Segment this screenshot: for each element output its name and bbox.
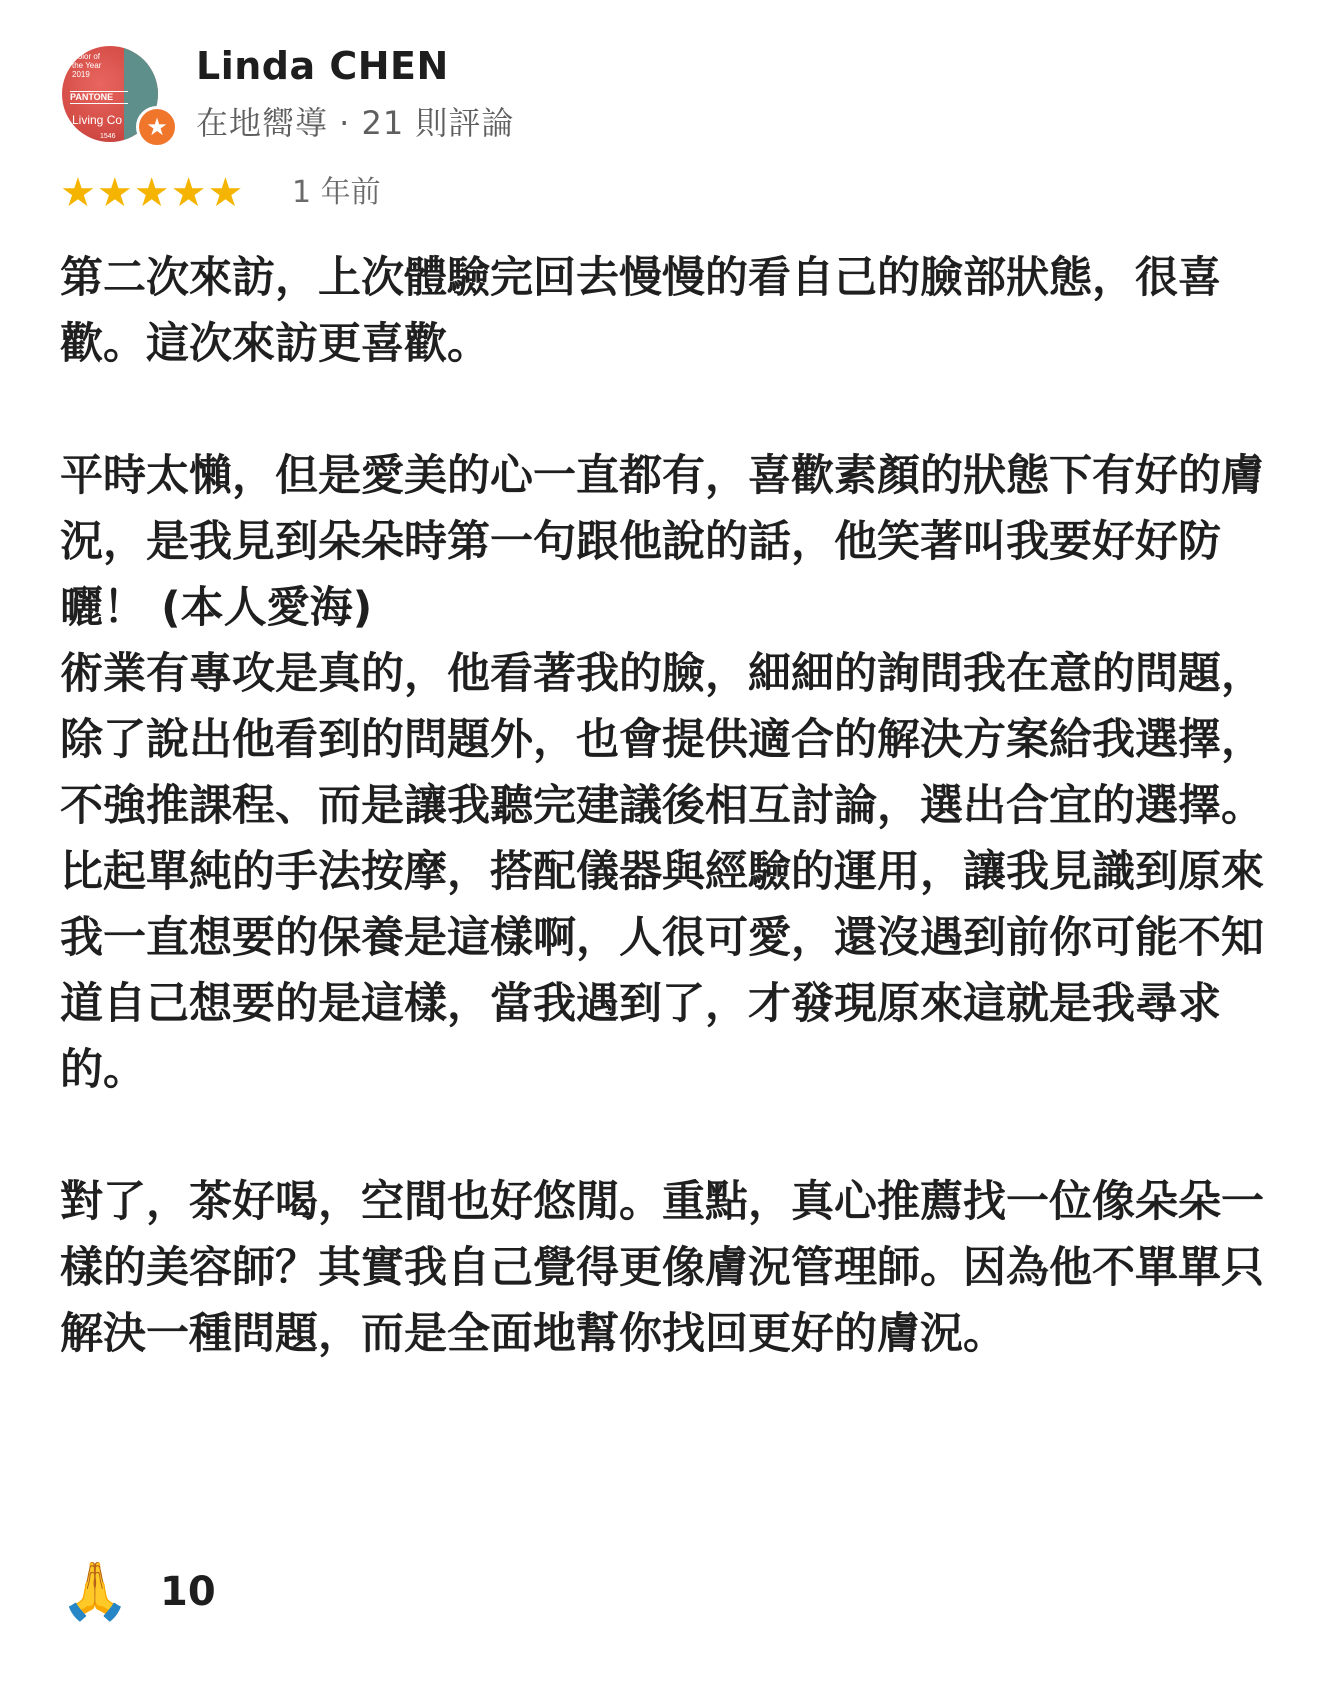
review-text [60, 245, 1264, 1367]
reviewer-name[interactable]: Linda CHEN [196, 44, 449, 88]
review-header [62, 42, 1262, 152]
paragraph-spacer [60, 377, 1264, 443]
local-guide-star-icon: ★ [136, 106, 178, 148]
review-paragraph: 比起單純的手法按摩，搭配儀器與經驗的運用，讓我見識到原來我一直想要的保養是這樣啊，人很可愛，還沒遇到前你可能不知道自己想要的是這樣，當我遇到了，才發現原來這就是我尋求的。 [60, 847, 1264, 1095]
avatar-text-line2: the Year [72, 61, 102, 70]
avatar-text-line1: Color of [72, 52, 101, 61]
avatar-color-name: Living Co [72, 113, 123, 127]
avatar-brand-text: PANTONE [70, 91, 128, 104]
reaction-button[interactable] [60, 1560, 460, 1624]
review-paragraph: 平時太懶，但是愛美的心一直都有，喜歡素顏的狀態下有好的膚況，是我見到朵朵時第一句跟他說的話，他笑著叫我要好好防曬！ (本人愛海) [60, 451, 1264, 633]
review-paragraph: 第二次來訪，上次體驗完回去慢慢的看自己的臉部狀態，很喜歡。這次來訪更喜歡。 [60, 253, 1221, 369]
avatar-color-code: 1546 [100, 133, 116, 140]
paragraph-spacer [60, 1103, 1264, 1169]
rating-row [60, 168, 860, 218]
review-date: 1 年前 [292, 175, 381, 210]
review-paragraph: 術業有專攻是真的，他看著我的臉，細細的詢問我在意的問題，除了說出他看到的問題外，也會提供適合的解決方案給我選擇，不強推課程、而是讓我聽完建議後相互討論，選出合宜的選擇。 [60, 649, 1264, 831]
praying-hands-icon: 🙏 [60, 1559, 130, 1624]
review-paragraph: 對了，茶好喝，空間也好悠閒。重點，真心推薦找一位像朵朵一樣的美容師？其實我自己覺得更像膚況管理師。因為他不單單只解決一種問題，而是全面地幫你找回更好的膚況。 [60, 1177, 1264, 1359]
reviewer-subtitle: 在地嚮導 · 21 則評論 [196, 104, 515, 142]
star-rating-icon: ★★★★★ [60, 170, 245, 216]
reaction-count: 10 [160, 1569, 216, 1615]
avatar-text-line3: 2019 [72, 70, 90, 79]
